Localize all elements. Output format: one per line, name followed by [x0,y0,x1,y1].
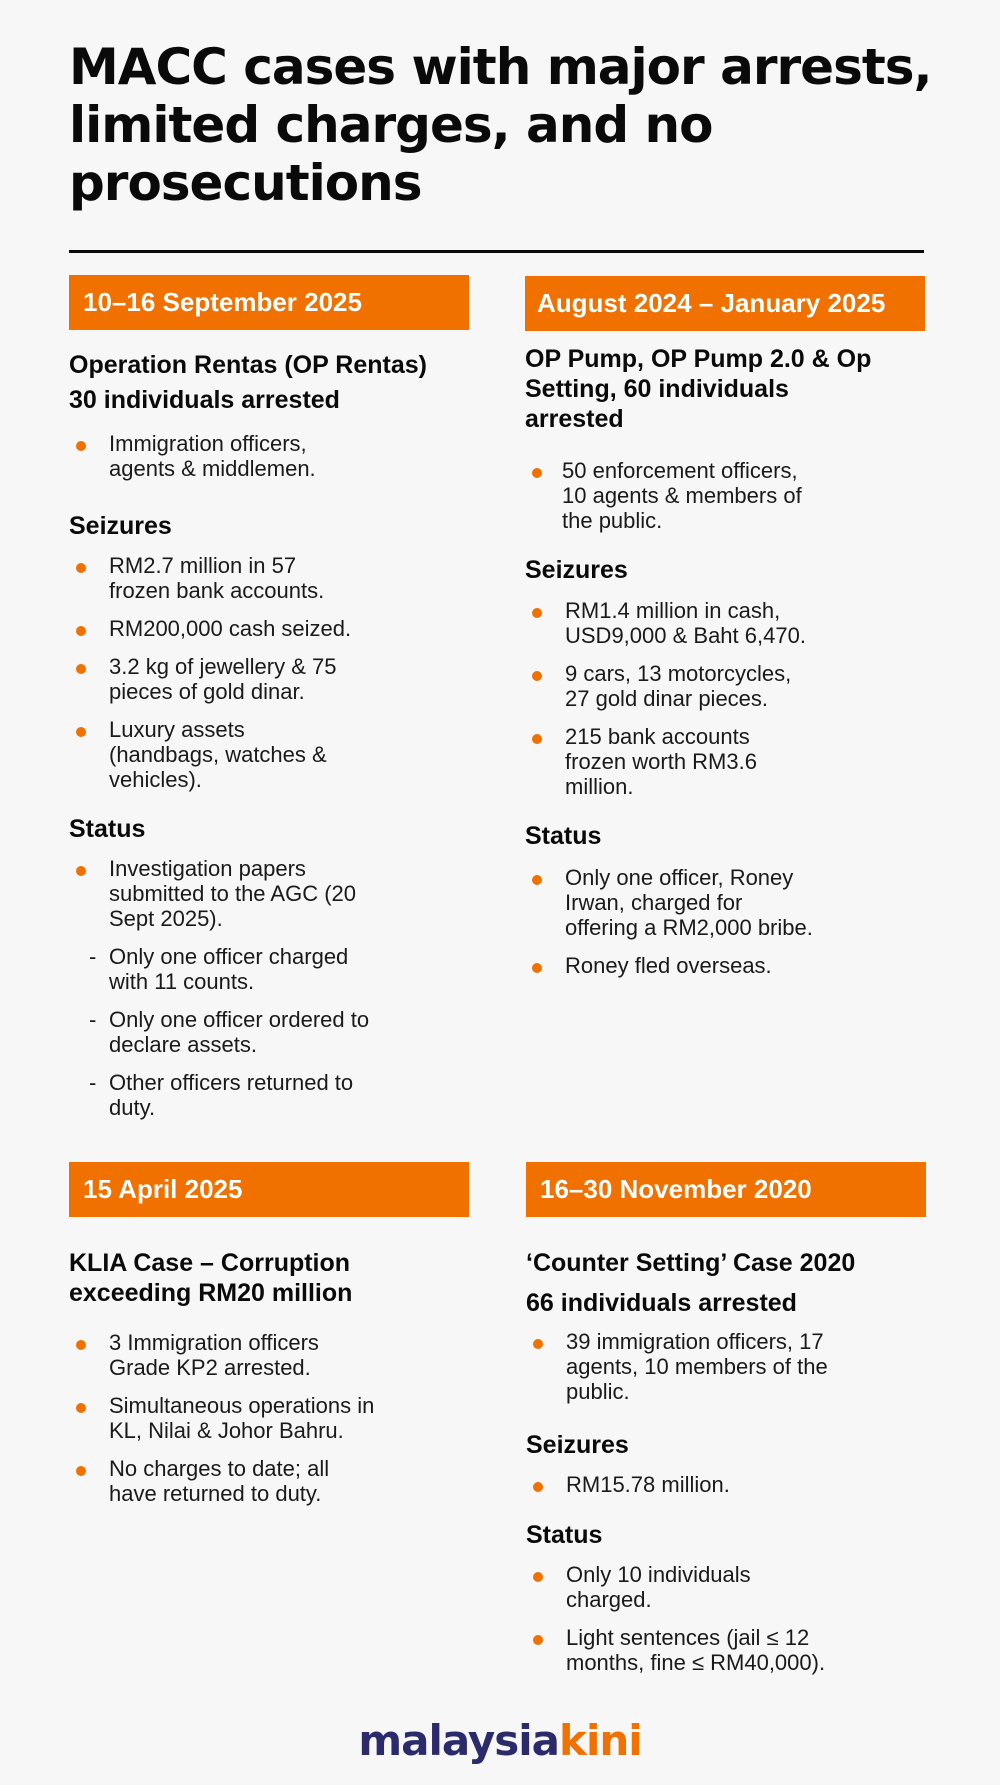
list-item: - Only one officer charged with 11 counts. [69,944,384,994]
case-heading [526,1248,926,1318]
list-item: RM200,000 cash seized. [69,616,389,641]
malaysiakini-logo [0,1716,1000,1765]
list-item: Investigation papers submitted to the AGC (20 Sept 2025). [69,856,374,931]
case-details-list [69,431,369,481]
status-heading: Status [525,822,602,850]
list-item: Only one officer, Roney Irwan, charged for offering a RM2,000 bribe. [525,865,820,940]
page-title: MACC cases with major arrests, limited charges, and no prosecutions [69,38,932,212]
seizures-heading: Seizures [69,512,172,540]
status-heading: Status [526,1521,603,1549]
list-item: 3 Immigration officers Grade KP2 arrested. [69,1330,359,1380]
logo-text-accent: kini [559,1716,642,1765]
case-details-list [69,1330,409,1506]
status-list [69,856,389,1120]
case-heading-line: 66 individuals arrested [526,1289,797,1317]
status-heading: Status [69,815,146,843]
list-item: Roney fled overseas. [525,953,855,978]
list-item: 50 enforcement officers, 10 agents & members of the public. [525,458,807,533]
list-item: 39 immigration officers, 17 agents, 10 members of the public. [526,1329,856,1404]
case-heading [69,350,499,415]
list-item: Light sentences (jail ≤ 12 months, fine ≤ RM40,000). [526,1625,851,1675]
case-date-banner: 15 April 2025 [69,1162,469,1217]
seizures-heading: Seizures [526,1431,629,1459]
case-date-banner: August 2024 – January 2025 [525,276,925,331]
case-panel-op-pump [525,276,925,978]
list-item: RM15.78 million. [526,1472,856,1497]
case-panel-klia [69,1162,469,1506]
seizures-list [526,1472,856,1497]
seizures-list [69,553,389,792]
case-date-banner: 16–30 November 2020 [526,1162,926,1217]
list-item: Only 10 individuals charged. [526,1562,786,1612]
case-heading-line: ‘Counter Setting’ Case 2020 [526,1249,856,1277]
case-heading-line: Operation Rentas (OP Rentas) [69,351,427,379]
list-item: No charges to date; all have returned to duty. [69,1456,369,1506]
list-item: - Other officers returned to duty. [69,1070,384,1120]
case-details-list [526,1329,866,1404]
status-list [525,865,855,978]
list-item: - Only one officer ordered to declare assets. [69,1007,374,1057]
seizures-heading: Seizures [525,556,628,584]
list-item: Immigration officers, agents & middlemen. [69,431,369,481]
list-item: Luxury assets (handbags, watches & vehicles). [69,717,359,792]
case-details-list [525,458,845,533]
logo-text-primary: malaysia [358,1716,560,1765]
list-item: 3.2 kg of jewellery & 75 pieces of gold dinar. [69,654,369,704]
case-date-banner: 10–16 September 2025 [69,275,469,330]
list-item: Simultaneous operations in KL, Nilai & Johor Bahru. [69,1393,409,1443]
list-item: 215 bank accounts frozen worth RM3.6 million. [525,724,795,799]
case-heading: OP Pump, OP Pump 2.0 & Op Setting, 60 individuals arrested [525,345,872,433]
status-list [526,1562,856,1675]
list-item: RM1.4 million in cash, USD9,000 & Baht 6,470. [525,598,825,648]
case-heading: KLIA Case – Corruption exceeding RM20 million [69,1249,353,1307]
list-item: RM2.7 million in 57 frozen bank accounts. [69,553,349,603]
case-panel-op-rentas [69,275,469,1120]
list-item: 9 cars, 13 motorcycles, 27 gold dinar pieces. [525,661,805,711]
case-heading-line: 30 individuals arrested [69,386,340,414]
title-divider [69,250,924,253]
case-panel-counter-setting [526,1162,926,1675]
seizures-list [525,598,855,799]
